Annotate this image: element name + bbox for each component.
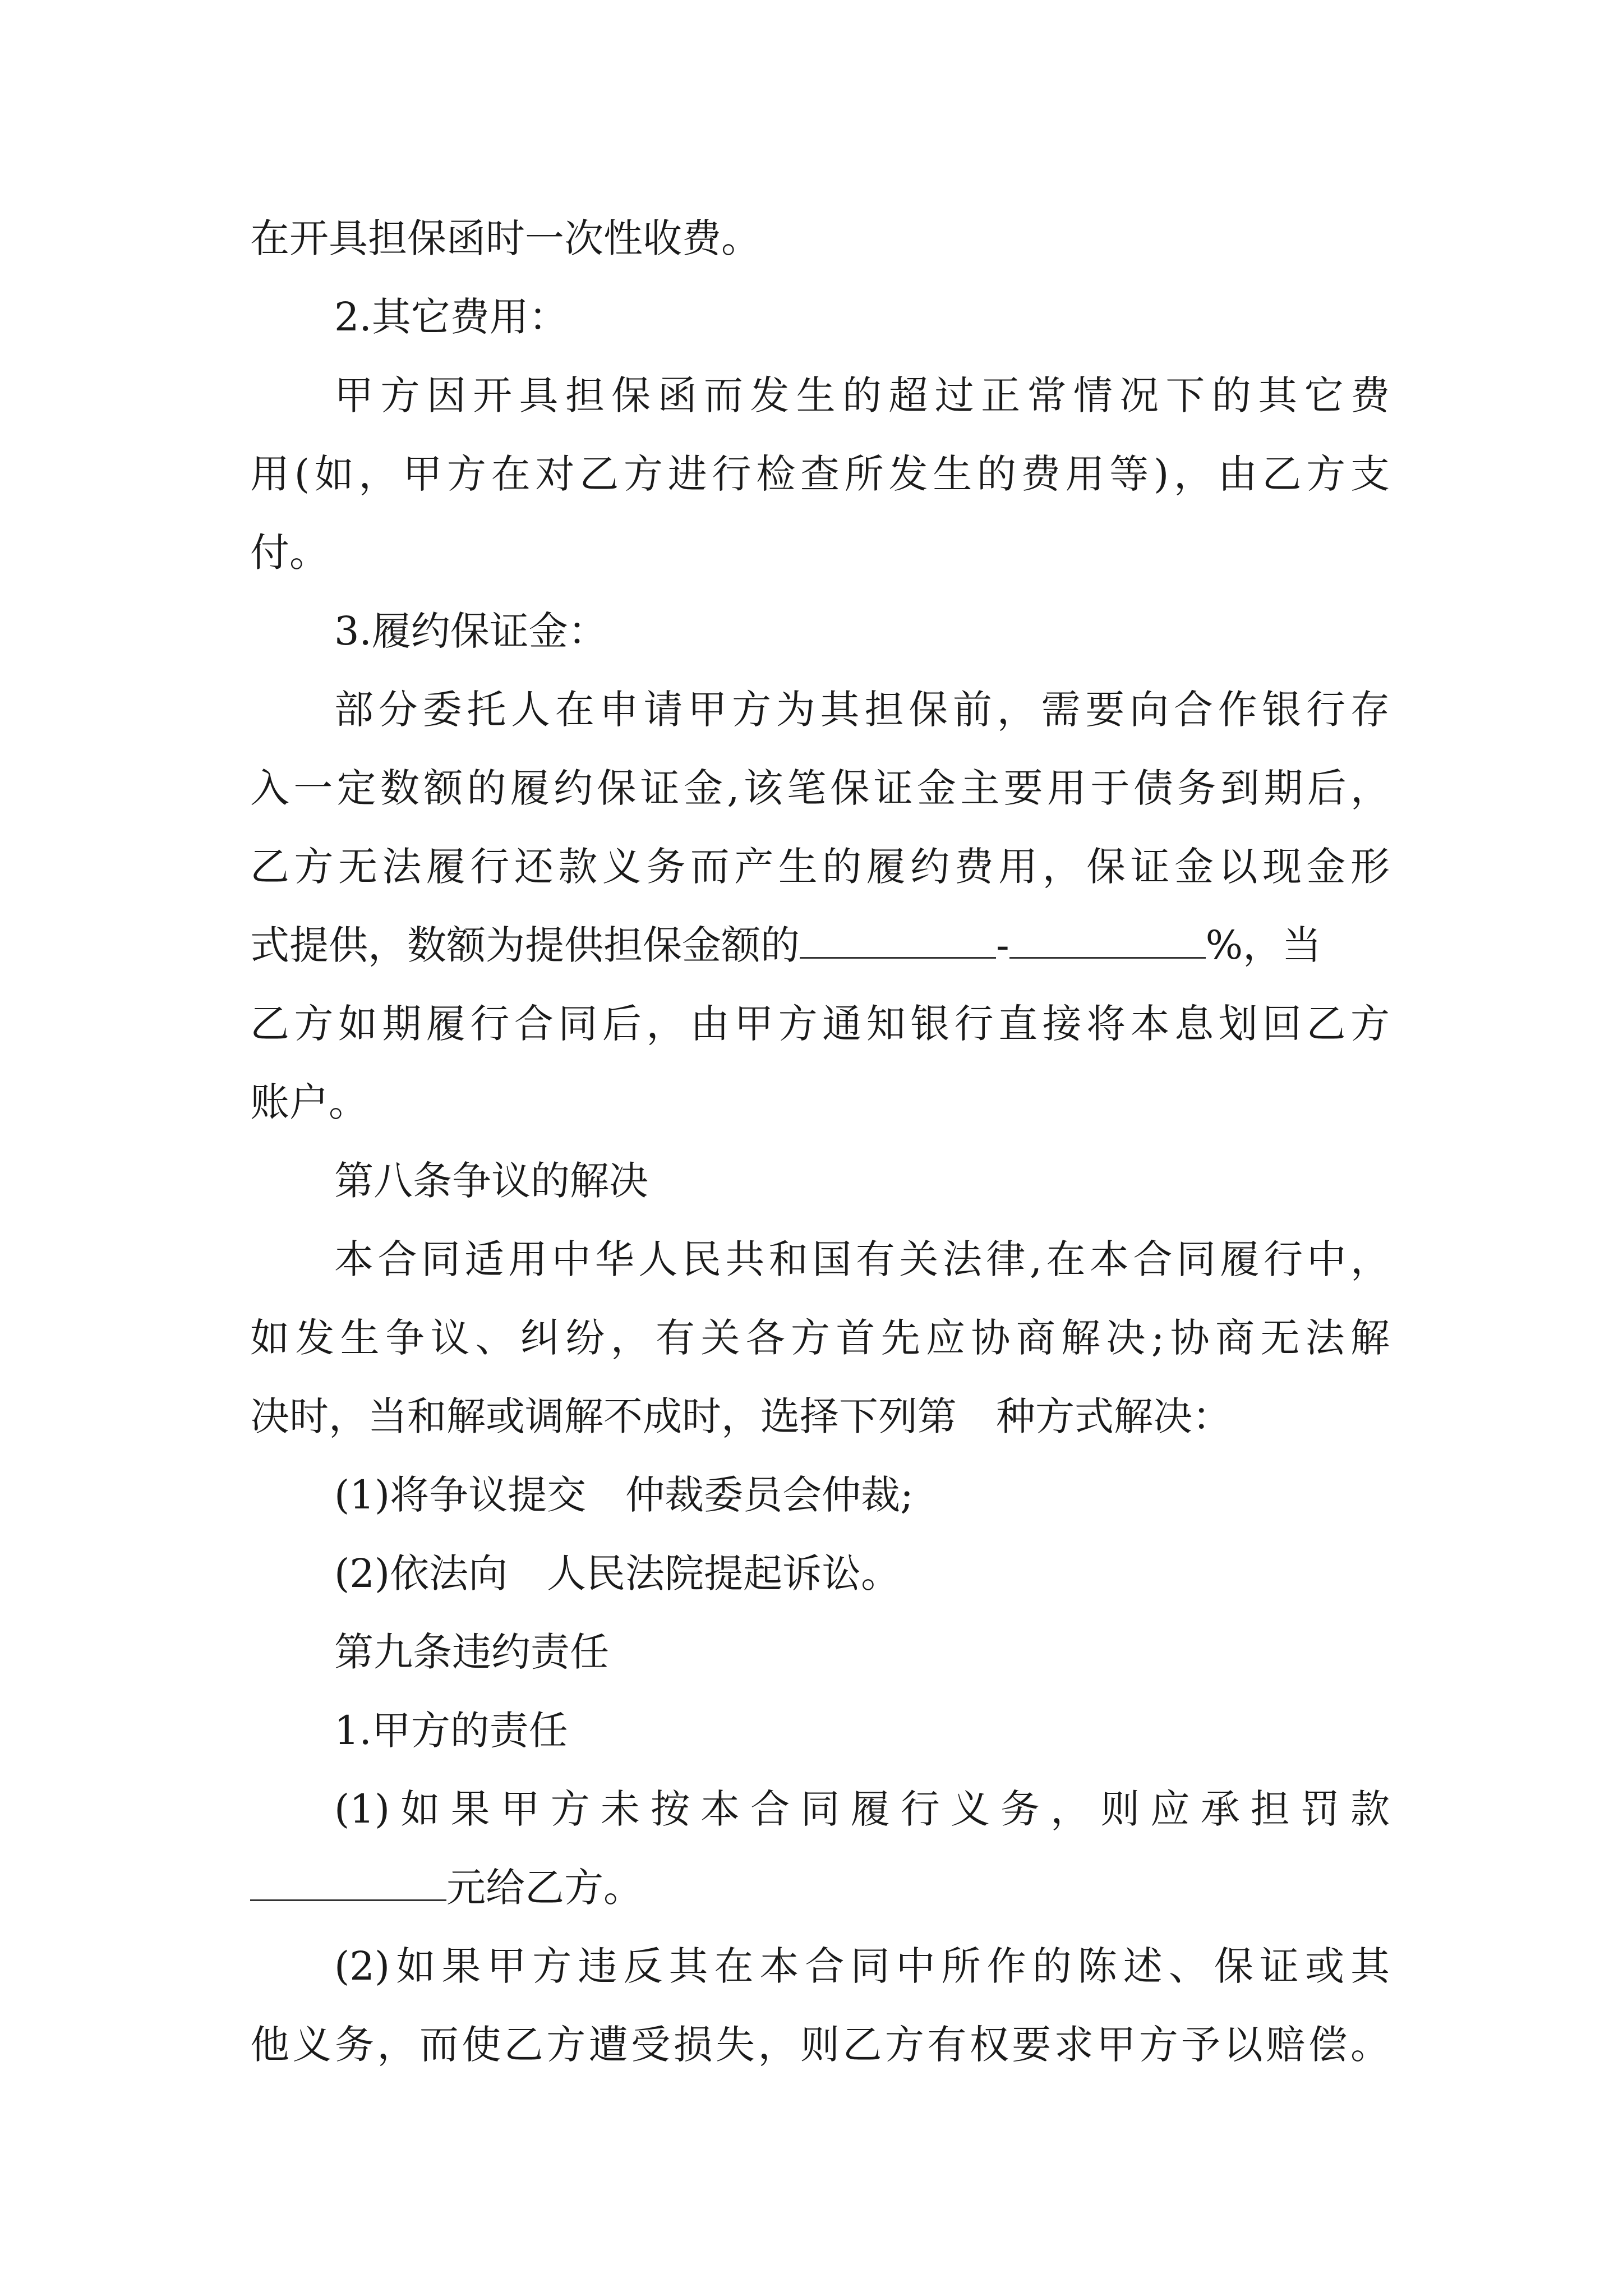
text-line: 他义务，而使乙方遭受损失，则乙方有权要求甲方予以赔偿。 bbox=[250, 2022, 1390, 2068]
text-segment: (1)将争议提交 bbox=[334, 1472, 587, 1518]
fill-blank bbox=[250, 1867, 446, 1901]
text-line: (1)如果甲方未按本合同履行义务，则应承担罚款 bbox=[334, 1786, 1390, 1832]
text-segment: 仲裁委员会仲裁; bbox=[625, 1472, 914, 1518]
text-segment: 决时，当和解或调解不成时，选择下列第 bbox=[250, 1393, 957, 1439]
text-line: 本合同适用中华人民共和国有关法律,在本合同履行中， bbox=[334, 1236, 1390, 1282]
text-line: 乙方如期履行合同后，由甲方通知银行直接将本息划回乙方 bbox=[250, 1001, 1390, 1047]
option-litigation bbox=[334, 1534, 1390, 1613]
text-line: 在开具担保函时一次性收费。 bbox=[250, 215, 760, 261]
text-line: 账户。 bbox=[250, 1079, 368, 1125]
text-line: 用(如，甲方在对乙方进行检查所发生的费用等)，由乙方支 bbox=[250, 451, 1390, 497]
text-segment: (2)依法向 bbox=[334, 1550, 508, 1596]
text-line: 甲方因开具担保函而发生的超过正常情况下的其它费 bbox=[334, 372, 1390, 418]
text-segment: 式提供，数额为提供担保金额的 bbox=[250, 922, 800, 968]
clause-heading-performance-deposit: 3.履约保证金： bbox=[334, 608, 607, 654]
option-arbitration bbox=[334, 1456, 1390, 1534]
text-line: (2)如果甲方违反其在本合同中所作的陈述、保证或其 bbox=[334, 1943, 1390, 1989]
fill-blank bbox=[800, 924, 996, 959]
text-line: 部分委托人在申请甲方为其担保前，需要向合作银行存 bbox=[334, 687, 1390, 733]
article-heading-dispute-resolution: 第八条争议的解决 bbox=[334, 1158, 648, 1204]
text-line: 乙方无法履行还款义务而产生的履约费用，保证金以现金形 bbox=[250, 844, 1390, 890]
fill-blank bbox=[1009, 924, 1206, 959]
article-heading-liability: 第九条违约责任 bbox=[334, 1629, 609, 1675]
text-segment: %，当 bbox=[1205, 922, 1322, 968]
text-segment: 元给乙方。 bbox=[446, 1865, 643, 1911]
text-segment: 种方式解决： bbox=[996, 1393, 1232, 1439]
text-line-with-blank bbox=[250, 1848, 1390, 1927]
text-line: 入一定数额的履约保证金,该笔保证金主要用于债务到期后， bbox=[250, 765, 1390, 811]
text-segment: - bbox=[996, 922, 1009, 968]
clause-heading-party-a: 1.甲方的责任 bbox=[334, 1708, 568, 1754]
text-line-with-gap bbox=[250, 1377, 1390, 1456]
text-line: 如发生争议、纠纷，有关各方首先应协商解决;协商无法解 bbox=[250, 1315, 1390, 1361]
clause-heading-other-fees: 2.其它费用： bbox=[334, 294, 568, 340]
text-line-with-blanks bbox=[250, 906, 1390, 984]
text-segment: 人民法院提起诉讼。 bbox=[547, 1550, 901, 1596]
text-line: 付。 bbox=[250, 530, 329, 576]
